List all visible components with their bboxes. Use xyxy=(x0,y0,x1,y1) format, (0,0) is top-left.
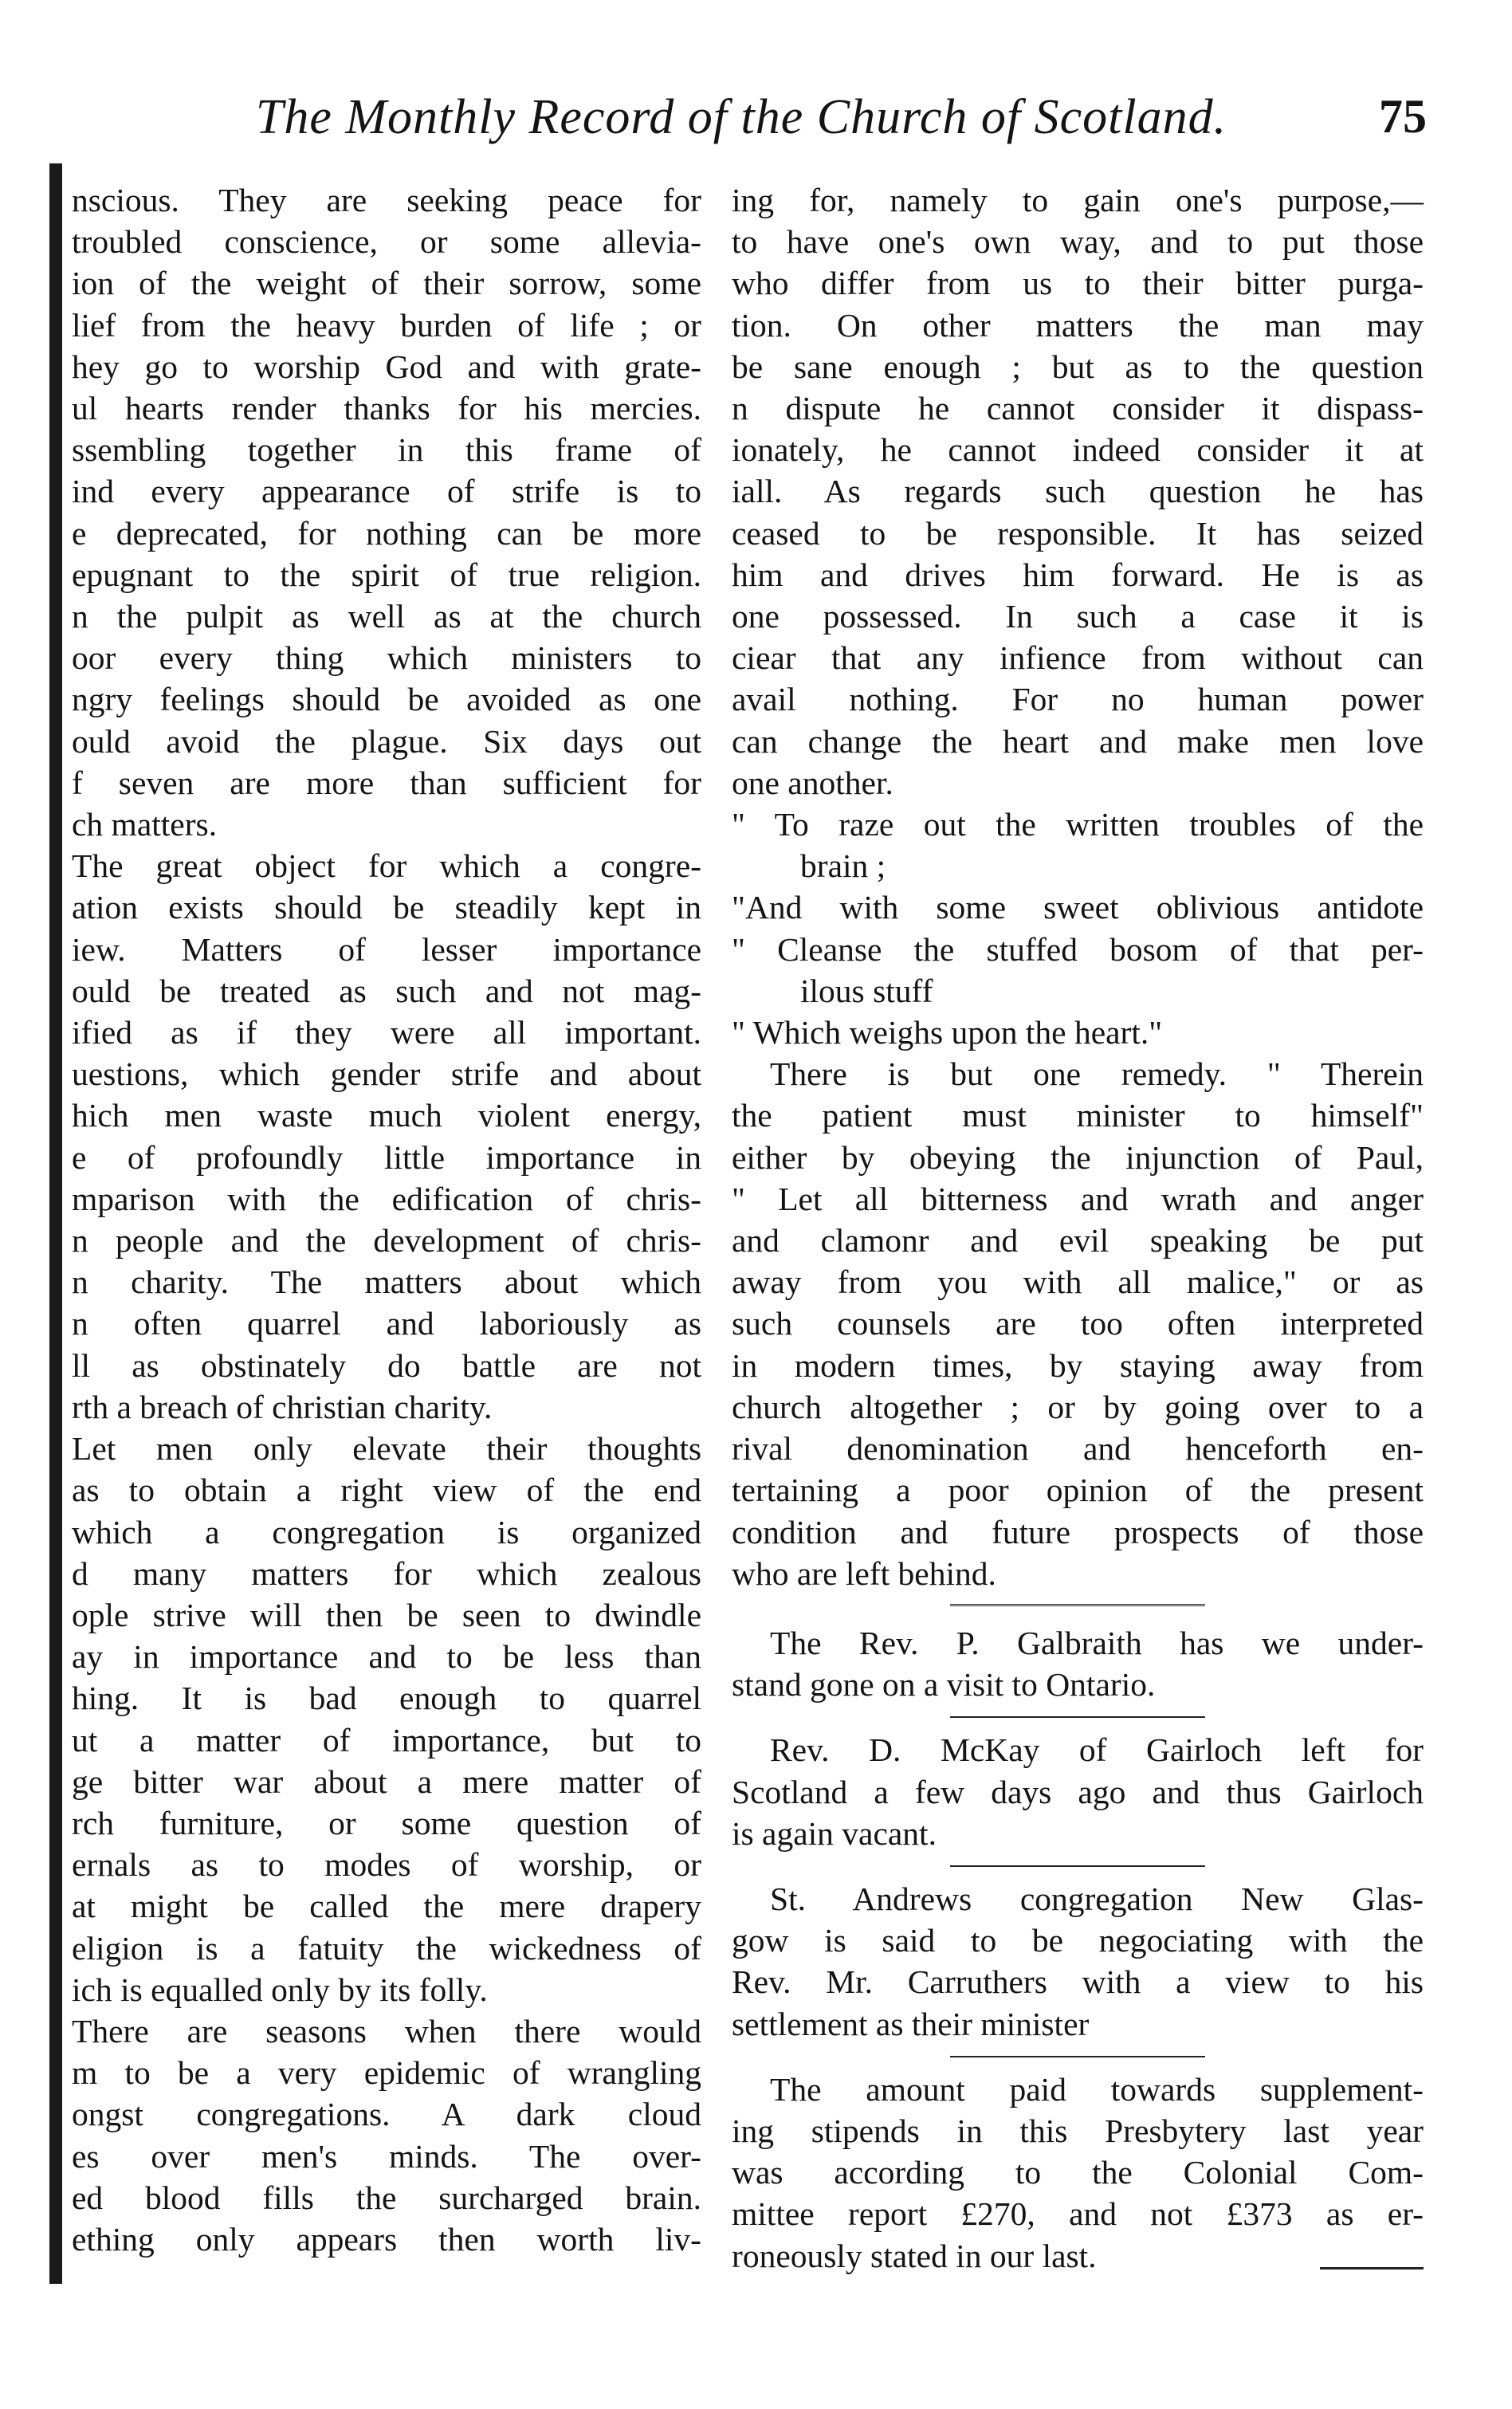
right-column-line: away from you with all malice," or as xyxy=(732,1263,1424,1301)
right-column-line: one possessed. In such a case it is xyxy=(732,598,1424,635)
notice-divider xyxy=(950,1716,1205,1718)
left-column-line: ul hearts render thanks for his mercies. xyxy=(72,390,701,427)
right-column-line: can change the heart and make men love xyxy=(732,722,1424,760)
left-column-line: ople strive will then be seen to dwindle xyxy=(72,1596,701,1633)
quote-line: "And with some sweet oblivious antidote xyxy=(732,889,1424,926)
left-column-line: nscious. They are seeking peace for xyxy=(72,182,701,218)
left-column-line: e of profoundly little importance in xyxy=(72,1138,701,1176)
left-column xyxy=(72,179,701,2260)
notice-line: is again vacant. xyxy=(732,1814,937,1852)
notice-line: Rev. D. McKay of Gairloch left for xyxy=(770,1731,1424,1769)
right-column-line: to have one's own way, and to put those xyxy=(732,223,1424,261)
left-column-line: hey go to worship God and with grate- xyxy=(72,348,701,385)
left-column-line: lief from the heavy burden of life ; or xyxy=(72,306,701,344)
right-column-line: one another. xyxy=(732,764,893,801)
right-column-line: the patient must minister to himself" xyxy=(732,1097,1424,1134)
right-column-line: church altogether ; or by going over to a xyxy=(732,1388,1424,1425)
right-column-line: tertaining a poor opinion of the present xyxy=(732,1472,1424,1509)
right-column-line: such counsels are too often interpreted xyxy=(732,1305,1424,1342)
notice-line: stand gone on a visit to Ontario. xyxy=(732,1666,1156,1704)
running-header xyxy=(215,89,1427,161)
journal-title: The Monthly Record of the Church of Scotland. xyxy=(255,90,1227,144)
left-column-line: Let men only elevate their thoughts xyxy=(72,1430,701,1468)
left-column-line: ould be treated as such and not mag- xyxy=(72,972,701,1009)
right-column-line: iall. As regards such question he has xyxy=(732,473,1424,510)
right-column-line: " Let all bitterness and wrath and anger xyxy=(732,1180,1424,1217)
notice-line: gow is said to be negociating with the xyxy=(732,1922,1424,1959)
left-column-line: The great object for which a congre- xyxy=(72,847,701,885)
right-column-line: be sane enough ; but as to the question xyxy=(732,348,1424,385)
left-column-line: n charity. The matters about which xyxy=(72,1263,701,1301)
notice-line: ing stipends in this Presbytery last year xyxy=(732,2112,1424,2149)
right-column-line: rival denomination and henceforth en- xyxy=(732,1430,1424,1468)
left-column-line: ernals as to modes of worship, or xyxy=(72,1846,701,1884)
notice-line: The amount paid towards supplement- xyxy=(770,2070,1424,2108)
left-column-line: f seven are more than sufficient for xyxy=(72,764,701,801)
left-column-line: which a congregation is organized xyxy=(72,1513,701,1550)
left-column-line: d many matters for which zealous xyxy=(72,1554,701,1592)
left-column-line: es over men's minds. The over- xyxy=(72,2137,701,2175)
left-column-line: eligion is a fatuity the wickedness of xyxy=(72,1929,701,1967)
notice-line: St. Andrews congregation New Glas- xyxy=(770,1880,1424,1917)
right-column-line: who differ from us to their bitter purga- xyxy=(732,265,1424,302)
binding-shadow xyxy=(49,163,62,2284)
right-column-line: who are left behind. xyxy=(732,1554,996,1592)
quote-line: ilous stuff xyxy=(800,972,933,1009)
left-column-line: ed blood fills the surcharged brain. xyxy=(72,2179,701,2216)
left-column-line: epugnant to the spirit of true religion. xyxy=(72,556,701,593)
section-divider xyxy=(950,1604,1205,1609)
block-quote xyxy=(732,804,1424,1053)
left-column-line: e deprecated, for nothing can be more xyxy=(72,514,701,552)
left-column-line: ssembling together in this frame of xyxy=(72,431,701,469)
left-column-line: ion of the weight of their sorrow, some xyxy=(72,265,701,302)
left-column-line: uestions, which gender strife and about xyxy=(72,1055,701,1093)
left-column-line: m to be a very epidemic of wrangling xyxy=(72,2054,701,2092)
right-column-line: and clamonr and evil speaking be put xyxy=(732,1222,1424,1260)
left-column-line: There are seasons when there would xyxy=(72,2012,701,2049)
quote-line: " Cleanse the stuffed bosom of that per- xyxy=(732,930,1424,968)
notice-line: roneously stated in our last. xyxy=(732,2237,1097,2274)
quote-line: " To raze out the written troubles of the xyxy=(732,806,1424,843)
right-column-line: n dispute he cannot consider it dispass- xyxy=(732,390,1424,427)
left-column-line: ut a matter of importance, but to xyxy=(72,1721,701,1759)
notice-divider xyxy=(950,1865,1205,1867)
paragraph-continuation xyxy=(732,179,1424,804)
notice-line: was according to the Colonial Com- xyxy=(732,2154,1424,2191)
left-column-line: hing. It is bad enough to quarrel xyxy=(72,1680,701,1717)
news-notices xyxy=(732,1622,1424,2274)
left-column-line: iew. Matters of lesser importance xyxy=(72,930,701,968)
left-column-line: ch matters. xyxy=(72,806,218,843)
left-column-line: hich men waste much violent energy, xyxy=(72,1097,701,1134)
left-column-line: mparison with the edification of chris- xyxy=(72,1180,701,1217)
notice-divider xyxy=(950,2056,1205,2057)
notice-line: settlement as their minister xyxy=(732,2005,1090,2042)
notice-item xyxy=(732,1729,1424,1854)
right-column-line: tion. On other matters the man may xyxy=(732,306,1424,344)
paragraph-remedy xyxy=(732,1053,1424,1594)
left-column-line: rch furniture, or some question of xyxy=(72,1804,701,1841)
right-column xyxy=(732,179,1424,2274)
left-column-line: at might be called the mere drapery xyxy=(72,1888,701,1925)
right-column-line: either by obeying the injunction of Paul, xyxy=(732,1138,1424,1176)
left-column-line: ngry feelings should be avoided as one xyxy=(72,681,701,718)
left-column-line: as to obtain a right view of the end xyxy=(72,1472,701,1509)
quote-line: brain ; xyxy=(800,847,886,885)
right-column-line: There is but one remedy. " Therein xyxy=(770,1055,1424,1093)
left-column-line: ge bitter war about a mere matter of xyxy=(72,1763,701,1800)
notice-line: Rev. Mr. Carruthers with a view to his xyxy=(732,1963,1424,2001)
page-number: 75 xyxy=(1379,90,1427,143)
right-column-line: ing for, namely to gain one's purpose,— xyxy=(732,182,1424,218)
left-column-line: ind every appearance of strife is to xyxy=(72,473,701,510)
left-column-line: ay in importance and to be less than xyxy=(72,1638,701,1676)
left-column-line: ll as obstinately do battle are not xyxy=(72,1346,701,1384)
right-column-line: ciear that any infience from without can xyxy=(732,639,1424,677)
notice-item xyxy=(732,2069,1424,2277)
left-column-line: ething only appears then worth liv- xyxy=(72,2220,701,2258)
right-column-line: ionately, he cannot indeed consider it at xyxy=(732,431,1424,469)
notice-line: mittee report £270, and not £373 as er- xyxy=(732,2195,1424,2233)
quote-line: " Which weighs upon the heart." xyxy=(732,1014,1163,1051)
left-column-line: n the pulpit as well as at the church xyxy=(72,598,701,635)
right-column-line: avail nothing. For no human power xyxy=(732,681,1424,718)
left-column-line: ich is equalled only by its folly. xyxy=(72,1971,488,2008)
left-column-line: ation exists should be steadily kept in xyxy=(72,889,701,926)
notice-item xyxy=(732,1878,1424,2045)
right-column-line: condition and future prospects of those xyxy=(732,1513,1424,1550)
left-column-line: ongst congregations. A dark cloud xyxy=(72,2096,701,2133)
notice-line: The Rev. P. Galbraith has we under- xyxy=(770,1624,1424,1661)
left-column-line: ified as if they were all important. xyxy=(72,1014,701,1051)
notice-line: Scotland a few days ago and thus Gairloch xyxy=(732,1773,1424,1810)
right-column-line: ceased to be responsible. It has seized xyxy=(732,514,1424,552)
left-column-line: n often quarrel and laboriously as xyxy=(72,1305,701,1342)
left-column-line: ould avoid the plague. Six days out xyxy=(72,722,701,760)
left-column-line: rth a breach of christian charity. xyxy=(72,1388,493,1425)
end-rule xyxy=(1320,2267,1424,2269)
left-column-line: n people and the development of chris- xyxy=(72,1222,701,1260)
left-column-line: troubled conscience, or some allevia- xyxy=(72,223,701,261)
left-column-line: oor every thing which ministers to xyxy=(72,639,701,677)
right-column-line: in modern times, by staying away from xyxy=(732,1346,1424,1384)
notice-item xyxy=(732,1622,1424,1705)
right-column-line: him and drives him forward. He is as xyxy=(732,556,1424,593)
